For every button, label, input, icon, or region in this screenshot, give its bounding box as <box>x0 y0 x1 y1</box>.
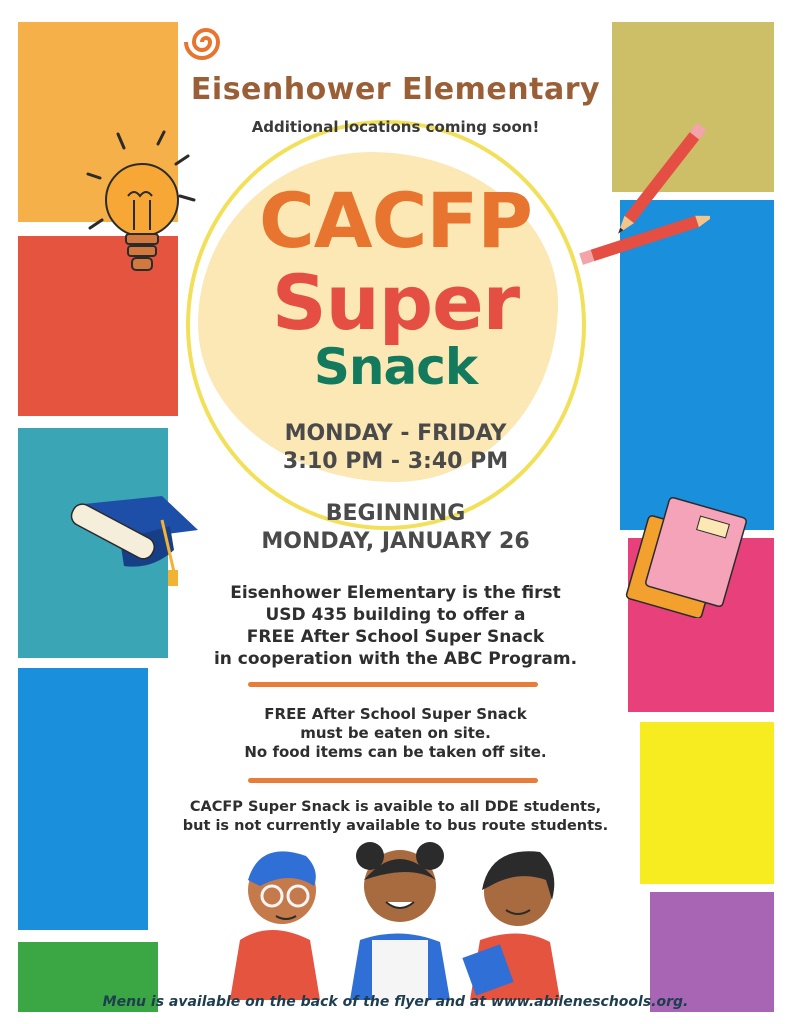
description-line: USD 435 building to offer a <box>265 605 526 625</box>
locations-subtitle: Additional locations coming soon! <box>251 118 540 136</box>
start-date: MONDAY, JANUARY 26 <box>261 529 530 554</box>
description-line: in cooperation with the ABC Program. <box>213 649 578 669</box>
girl-figure <box>350 842 450 1000</box>
availability-line: but is not currently available to bus route students. <box>182 818 609 834</box>
rules-paragraph <box>0 705 791 762</box>
rules-line: FREE After School Super Snack <box>264 705 527 723</box>
spiral-icon <box>178 20 234 64</box>
rules-line: No food items can be taken off site. <box>244 743 547 761</box>
start-block <box>0 500 791 556</box>
title-cacfp: CACFP <box>259 176 532 265</box>
children-illustration <box>200 830 600 1000</box>
title-super: Super <box>271 258 520 347</box>
availability-line: CACFP Super Snack is avaible to all DDE students, <box>189 799 602 815</box>
schedule-block <box>0 420 791 476</box>
description-paragraph <box>0 582 791 670</box>
girl-with-book-figure <box>462 851 560 1000</box>
title-snack: Snack <box>313 338 478 396</box>
divider-2 <box>248 778 538 783</box>
beginning-label: BEGINNING <box>325 501 466 526</box>
rules-line: must be eaten on site. <box>300 724 491 742</box>
description-line: Eisenhower Elementary is the first <box>230 583 561 603</box>
description-line: FREE After School Super Snack <box>246 627 545 647</box>
school-name: Eisenhower Elementary <box>190 72 601 107</box>
divider-1 <box>248 682 538 687</box>
schedule-time: 3:10 PM - 3:40 PM <box>282 449 509 474</box>
schedule-days: MONDAY - FRIDAY <box>284 421 507 446</box>
footer-note: Menu is available on the back of the flyer and at www.abileneschools.org. <box>102 994 689 1010</box>
boy-figure <box>230 851 320 1000</box>
